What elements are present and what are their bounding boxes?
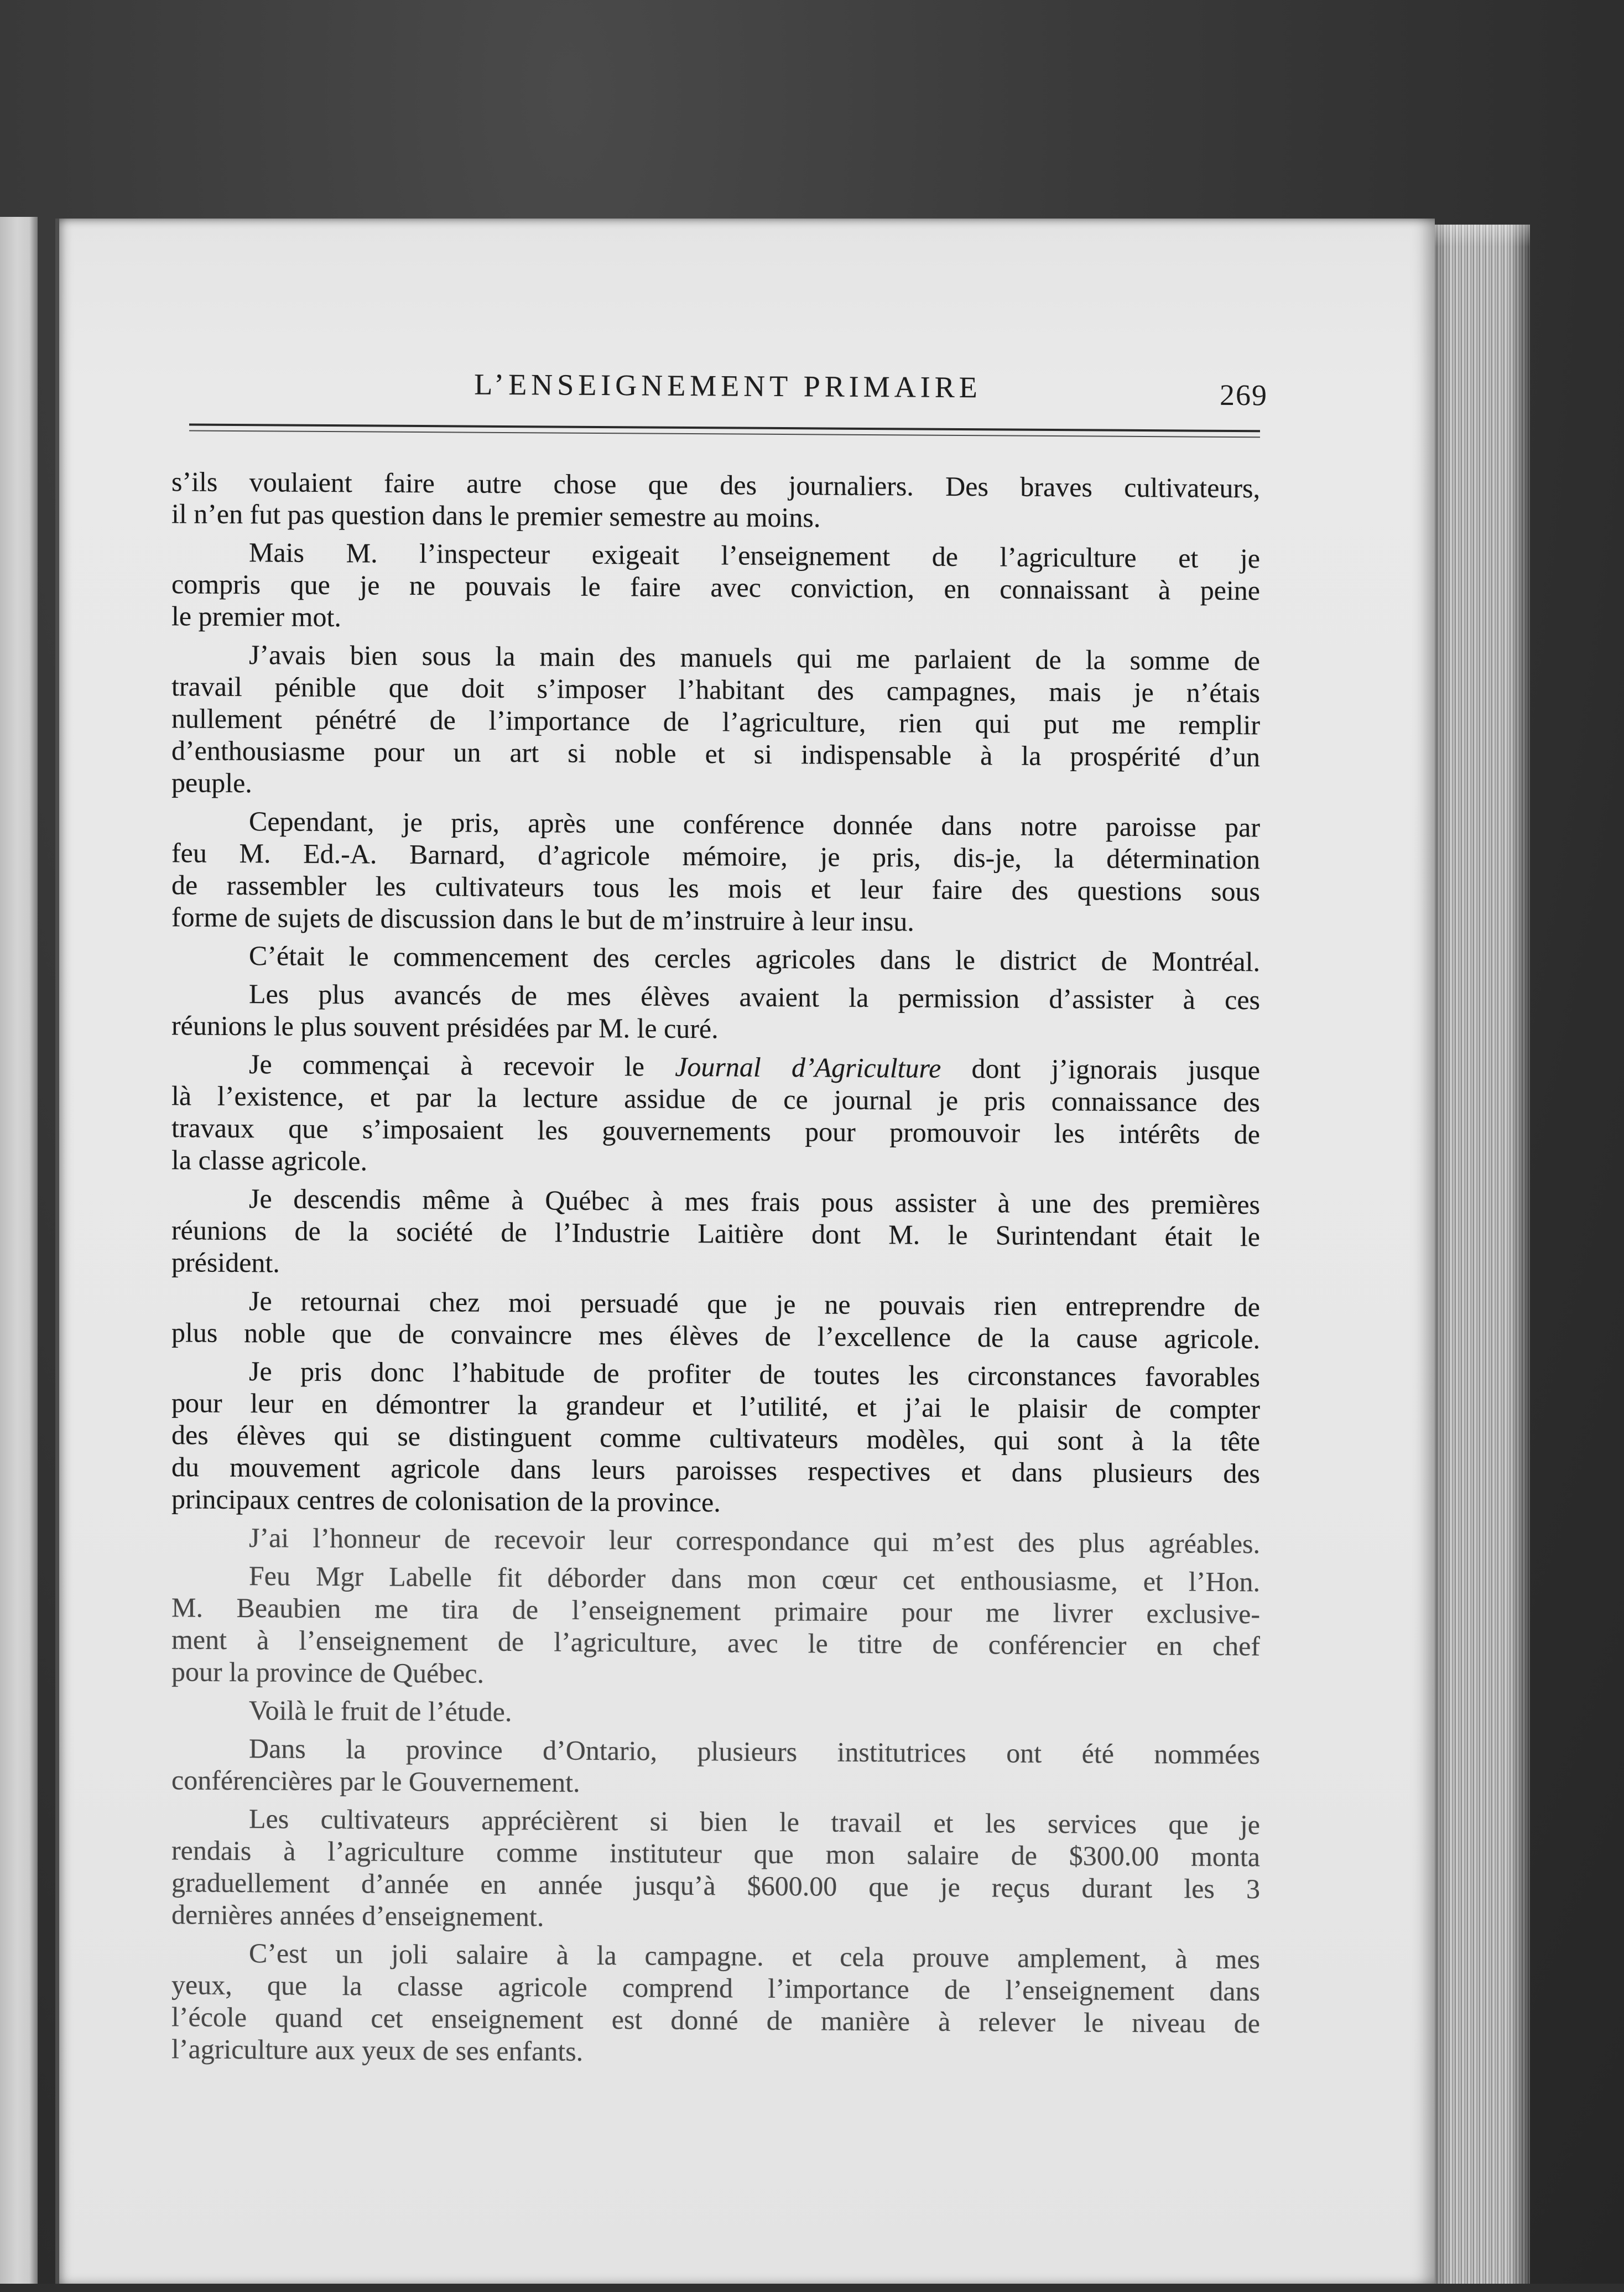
text-line: travaux que s’imposaient les gouvernements pour promouvoir les intérêts de (171, 1112, 1260, 1150)
text-line: réunions le plus souvent présidées par M. le curé. (171, 1010, 719, 1044)
text-line: Mais M. l’inspecteur exigeait l’enseignement de l’agriculture et je (249, 537, 1260, 574)
text-line: J’avais bien sous la main des manuels qui me parlaient de la somme de (249, 639, 1260, 677)
paragraph (171, 1936, 1260, 2071)
text-line: la classe agricole. (171, 1144, 367, 1177)
text-line: il n’en fut pas question dans le premier semestre au moins. (171, 498, 821, 533)
page-stack-edge (1435, 225, 1530, 2284)
text-line: Feu Mgr Labelle fit déborder dans mon cœur cet enthousiasme, et l’Hon. (249, 1560, 1260, 1598)
paragraph (171, 1802, 1260, 1937)
text-line: C’est un joli salaire à la campagne. et cela prouve amplement, à mes (249, 1937, 1260, 1975)
text-segment: Je commençai à recevoir le (249, 1048, 675, 1082)
text-line: rendais à l’agriculture comme instituteur que mon salaire de $300.00 monta (171, 1834, 1260, 1873)
text-line: travail pénible que doit s’imposer l’habitant des campagnes, mais je n’étais (171, 671, 1260, 709)
paragraph (171, 638, 1260, 805)
text-line: forme de sujets de discussion dans le but de m’instruire à leur insu. (171, 901, 914, 937)
header-rule (189, 423, 1260, 438)
text-line: là l’existence, et par la lecture assidue de ce journal je pris connaissance des (171, 1080, 1260, 1118)
paragraph (171, 939, 1260, 978)
body-text (171, 465, 1260, 2071)
text-segment: dont j’ignorais jusque (941, 1052, 1260, 1086)
paragraph (171, 1521, 1260, 1560)
text-line: des élèves qui se distinguent comme cultivateurs modèles, qui sont à la tête (171, 1419, 1260, 1457)
text-line: le premier mot. (171, 600, 341, 633)
text-line: du mouvement agricole dans leurs paroisses respectives et dans plusieurs des (171, 1451, 1260, 1489)
text-line: d’enthousiasme pour un art si noble et si indispensable à la prospérité d’un (171, 735, 1260, 773)
paragraph (171, 536, 1260, 638)
paragraph (171, 1354, 1260, 1521)
paragraph (171, 465, 1260, 536)
text-line: conférencières par le Gouvernement. (171, 1764, 580, 1798)
journal-title: Journal d’Agriculture (675, 1051, 941, 1084)
text-line: C’était le commencement des cercles agricoles dans le district de Montréal. (249, 940, 1260, 978)
text-line: Cependant, je pris, après une conférence donnée dans notre paroisse par (249, 805, 1260, 843)
text-line: pour la province de Québec. (171, 1656, 485, 1689)
text-line: peuple. (171, 767, 252, 799)
paragraph (171, 804, 1260, 939)
text-line: Je descendis même à Québec à mes frais pous assister à une des premières (249, 1183, 1260, 1220)
paragraph (171, 977, 1260, 1048)
text-line: ment à l’enseignement de l’agriculture, avec le titre de conférencier en chef (171, 1624, 1260, 1662)
text-line: Dans la province d’Ontario, plusieurs institutrices ont été nommées (249, 1733, 1260, 1770)
paragraph (171, 1693, 1260, 1732)
text-line: J’ai l’honneur de recevoir leur correspondance qui m’est des plus agréables. (249, 1522, 1260, 1560)
paragraph (171, 1047, 1260, 1182)
text-line: principaux centres de colonisation de la province. (171, 1483, 721, 1518)
text-line: Voilà le fruit de l’étude. (249, 1695, 512, 1728)
text-line: compris que je ne pouvais le faire avec conviction, en connaissant à peine (171, 568, 1260, 606)
previous-page-edge (0, 217, 38, 2284)
paragraph (171, 1284, 1260, 1355)
text-line: s’ils voulaient faire autre chose que des journaliers. Des braves cultivateurs, (171, 466, 1260, 504)
text-line: l’école quand cet enseignement est donné de manière à relever le niveau de (171, 2001, 1260, 2039)
paragraph (171, 1732, 1260, 1802)
paragraph (171, 1182, 1260, 1285)
page-number: 269 (1220, 378, 1268, 412)
text-line: l’agriculture aux yeux de ses enfants. (171, 2033, 584, 2067)
text-line: Les plus avancés de mes élèves avaient la permission d’assister à ces (249, 978, 1260, 1016)
text-line: pour leur en démontrer la grandeur et l’utilité, et j’ai le plaisir de compter (171, 1387, 1260, 1425)
text-line: M. Beaubien me tira de l’enseignement primaire pour me livrer exclusive- (171, 1592, 1260, 1630)
text-line: de rassembler les cultivateurs tous les mois et leur faire des questions sous (171, 869, 1260, 907)
text-line: Les cultivateurs apprécièrent si bien le travail et les services que je (249, 1803, 1260, 1841)
running-head: L’ENSEIGNEMENT PRIMAIRE (474, 367, 982, 404)
text-line: graduellement d’année en année jusqu’à $600.00 que je reçus durant les 3 (171, 1867, 1260, 1905)
page-content (55, 219, 1435, 2292)
text-line: Je retournai chez moi persuadé que je ne pouvais rien entreprendre de (249, 1285, 1260, 1323)
text-line: dernières années d’enseignement. (171, 1899, 544, 1932)
text-line: Je pris donc l’habitude de profiter de toutes les circonstances favorables (249, 1355, 1260, 1393)
text-line: yeux, que la classe agricole comprend l’importance de l’enseignement dans (171, 1969, 1260, 2007)
text-line: président. (171, 1246, 280, 1278)
text-line: feu M. Ed.-A. Barnard, d’agricole mémoire, je pris, dis-je, la détermination (171, 837, 1260, 875)
book-page (55, 219, 1435, 2284)
paragraph (171, 1559, 1260, 1694)
text-line: plus noble que de convaincre mes élèves de l’excellence de la cause agricole. (171, 1317, 1260, 1355)
text-line: nullement pénétré de l’importance de l’agriculture, rien qui put me remplir (171, 703, 1260, 741)
text-line: réunions de la société de l’Industrie Laitière dont M. le Surintendant était le (171, 1214, 1260, 1252)
